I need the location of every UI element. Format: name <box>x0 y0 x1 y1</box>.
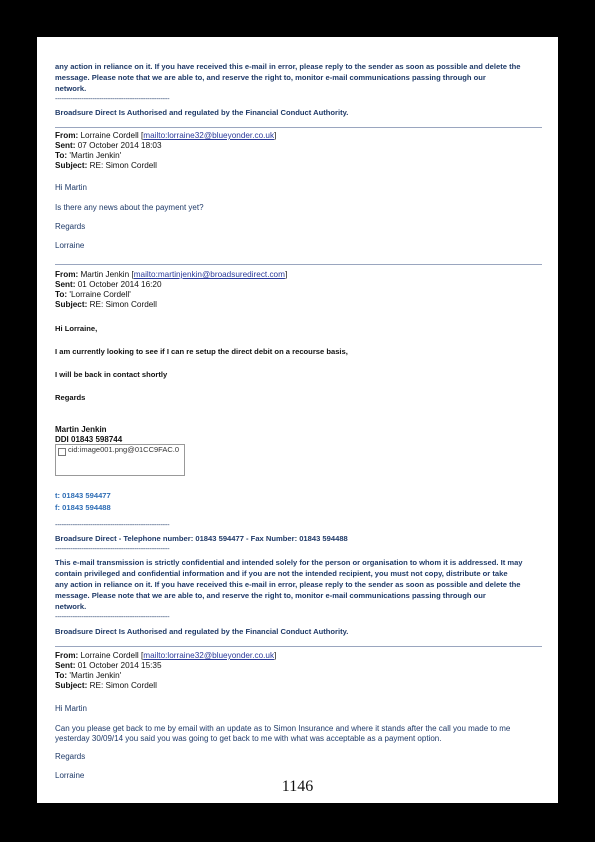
subject-label: Subject: <box>55 300 88 309</box>
subject-text: RE: Simon Cordell <box>89 681 157 690</box>
from-mailto-link[interactable]: mailto:lorraine32@blueyonder.co.uk <box>143 131 275 140</box>
disclaimer-line: message. Please note that we are able to, and reserve the right to, monitor e-mail communications passing through our <box>55 591 486 600</box>
from-label: From: <box>55 651 79 660</box>
page-number: 1146 <box>281 778 314 795</box>
sent-date: 01 October 2014 15:35 <box>77 661 162 670</box>
broken-image-placeholder <box>55 444 185 476</box>
signature-telephone: t: 01843 594477 <box>55 491 111 500</box>
from-name: Lorraine Cordell [ <box>80 651 144 660</box>
to-label: To: <box>55 290 68 299</box>
to-label: To: <box>55 671 68 680</box>
broken-image-icon <box>58 448 66 456</box>
document-page <box>37 37 558 803</box>
from-label: From: <box>55 131 79 140</box>
disclaimer-line: This e-mail transmission is strictly confidential and intended solely for the person or organisation to whom it is addressed. It may <box>55 558 523 567</box>
sent-label: Sent: <box>55 280 76 289</box>
separator: ---------------------------------------------------- <box>55 612 170 621</box>
email-to <box>55 671 121 681</box>
email-body: Is there any news about the payment yet? <box>55 203 204 212</box>
email-sent <box>55 661 162 671</box>
subject-text: RE: Simon Cordell <box>89 161 157 170</box>
disclaimer-line: network. <box>55 84 87 93</box>
email-regards: Regards <box>55 222 86 231</box>
disclaimer-line: network. <box>55 602 87 611</box>
email-subject <box>55 161 157 171</box>
fca-notice: Broadsure Direct Is Authorised and regulated by the Financial Conduct Authority. <box>55 108 349 117</box>
subject-label: Subject: <box>55 161 88 170</box>
email-body: I am currently looking to see if I can re setup the direct debit on a recourse basis, <box>55 347 348 356</box>
email-from: From: Lorraine Cordell [mailto:lorraine32@blueyonder.co.uk] <box>55 131 277 140</box>
email-to <box>55 151 121 161</box>
separator: ---------------------------------------------------- <box>55 544 170 553</box>
email-greeting: Hi Martin <box>55 704 88 713</box>
disclaimer-line: any action in reliance on it. If you have received this e-mail in error, please reply to the sender as soon as possible and delete the <box>55 580 521 589</box>
email-greeting: Hi Martin <box>55 183 88 192</box>
email-from: From: Martin Jenkin [mailto:martinjenkin@broadsuredirect.com] <box>55 270 288 279</box>
email-subject <box>55 681 157 691</box>
subject-text: RE: Simon Cordell <box>89 300 157 309</box>
email-body: I will be back in contact shortly <box>55 370 168 379</box>
disclaimer-line: contain privileged and confidential information and if you are not the intended recipient, you must not copy, distribute or take <box>55 569 508 578</box>
from-name: Lorraine Cordell [ <box>80 131 144 140</box>
image-alt-text: cid:image001.png@01CC9FAC.0 <box>68 445 180 454</box>
to-recipient: 'Martin Jenkin' <box>69 671 122 680</box>
email-regards: Regards <box>55 393 86 402</box>
company-contact-line: Broadsure Direct - Telephone number: 01843 594477 - Fax Number: 01843 594488 <box>55 534 348 543</box>
email-body: Can you please get back to me by email with an update as to Simon Insurance and where it stands after the call you made to me <box>55 724 511 733</box>
divider <box>55 264 542 265</box>
sent-date: 07 October 2014 18:03 <box>77 141 162 150</box>
fca-notice: Broadsure Direct Is Authorised and regulated by the Financial Conduct Authority. <box>55 627 349 636</box>
signature-ddi: DDI 01843 598744 <box>55 435 123 444</box>
sent-label: Sent: <box>55 661 76 670</box>
subject-label: Subject: <box>55 681 88 690</box>
divider <box>55 646 542 647</box>
from-label: From: <box>55 270 79 279</box>
email-signoff: Lorraine <box>55 241 85 250</box>
sent-date: 01 October 2014 16:20 <box>77 280 162 289</box>
signature-name: Martin Jenkin <box>55 425 107 434</box>
from-name: Martin Jenkin [ <box>80 270 134 279</box>
from-mailto-link[interactable]: mailto:martinjenkin@broadsuredirect.com <box>133 270 285 279</box>
email-regards: Regards <box>55 752 86 761</box>
email-sent <box>55 280 162 290</box>
divider <box>55 127 542 128</box>
email-body: yesterday 30/09/14 you said you was going to get back to me with what was acceptable as a payment option. <box>55 734 442 743</box>
from-mailto-link[interactable]: mailto:lorraine32@blueyonder.co.uk <box>143 651 275 660</box>
to-recipient: 'Martin Jenkin' <box>69 151 122 160</box>
separator: ---------------------------------------------------- <box>55 94 170 103</box>
to-label: To: <box>55 151 68 160</box>
sent-label: Sent: <box>55 141 76 150</box>
email-to <box>55 290 131 300</box>
email-greeting: Hi Lorraine, <box>55 324 98 333</box>
disclaimer-line: any action in reliance on it. If you have received this e-mail in error, please reply to the sender as soon as possible and delete the <box>55 62 521 71</box>
email-subject <box>55 300 157 310</box>
to-recipient: 'Lorraine Cordell' <box>69 290 131 299</box>
disclaimer-line: message. Please note that we are able to, and reserve the right to, monitor e-mail communications passing through our <box>55 73 486 82</box>
email-sent <box>55 141 162 151</box>
signature-fax: f: 01843 594488 <box>55 503 111 512</box>
email-from: From: Lorraine Cordell [mailto:lorraine32@blueyonder.co.uk] <box>55 651 277 660</box>
email-signoff: Lorraine <box>55 771 85 780</box>
separator: ---------------------------------------------------- <box>55 520 170 529</box>
